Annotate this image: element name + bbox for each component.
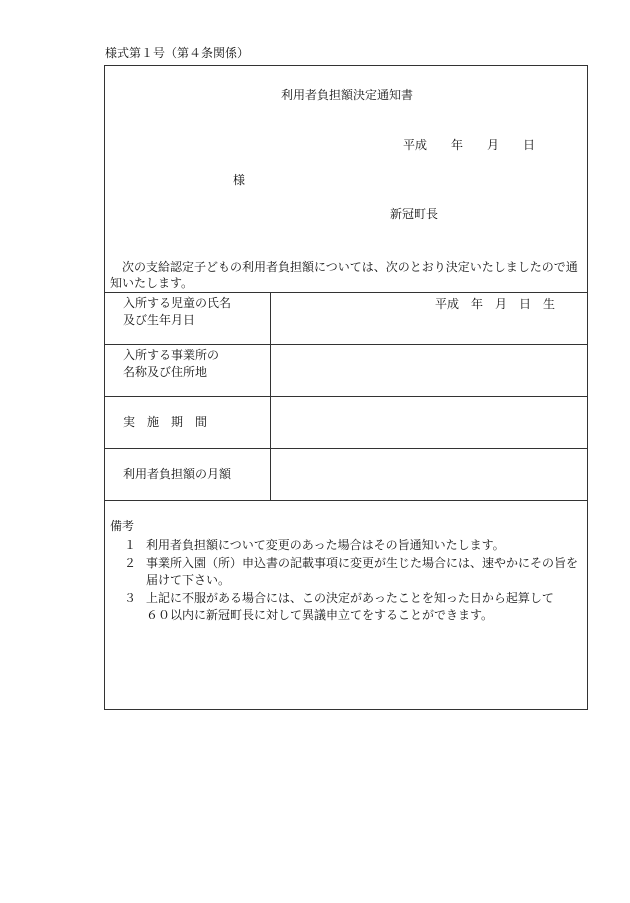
note-text-continued: 届けて下さい。 [146, 573, 231, 587]
child-name-birthdate-field [271, 293, 588, 345]
label-line: 名称及び住所地 [123, 365, 208, 379]
note-text: 上記に不服がある場合には、この決定があったことを知った日から起算して [146, 591, 554, 605]
table-row [105, 397, 588, 449]
note-number: ２ [124, 556, 137, 570]
intro-text: 次の支給認定子どもの利用者負担額については、次のとおり決定いたしましたので通知いたします。 [110, 260, 578, 290]
form-number: 様式第１号（第４条関係） [105, 46, 250, 60]
note-text: 事業所入園（所）申込書の記載事項に変更が生じた場合には、速やかにその旨を [146, 556, 579, 570]
table-row [105, 449, 588, 501]
label-line: 入所する児童の氏名 [123, 296, 232, 310]
table-row [105, 345, 588, 397]
form-frame [104, 65, 588, 710]
note-number: ３ [124, 591, 137, 605]
birthdate-placeholder: 平成 年 月 日 生 [435, 297, 556, 311]
note-number: １ [124, 538, 137, 552]
implementation-period-field [271, 397, 588, 449]
note-text-continued: ６０以内に新冠町長に対して異議申立てをすることができます。 [146, 608, 494, 622]
facility-name-address-field [271, 345, 588, 397]
document-title: 利用者負担額決定通知書 [280, 88, 413, 102]
table-row [105, 293, 588, 345]
label-line: 実 施 期 間 [123, 415, 208, 429]
details-table [104, 292, 588, 501]
label-line: 利用者負担額の月額 [123, 467, 232, 481]
label-line: 入所する事業所の [123, 348, 220, 362]
row-label [105, 397, 271, 449]
addressee-suffix: 様 [233, 173, 246, 187]
note-text: 利用者負担額について変更のあった場合はその旨通知いたします。 [146, 538, 505, 552]
issuer-name: 新冠町長 [390, 207, 439, 221]
row-label [105, 293, 271, 345]
monthly-fee-field [271, 449, 588, 501]
row-label [105, 345, 271, 397]
label-line: 及び生年月日 [123, 313, 196, 327]
row-label [105, 449, 271, 501]
issue-date: 平成 年 月 日 [403, 138, 536, 152]
notes-heading: 備考 [110, 519, 135, 533]
